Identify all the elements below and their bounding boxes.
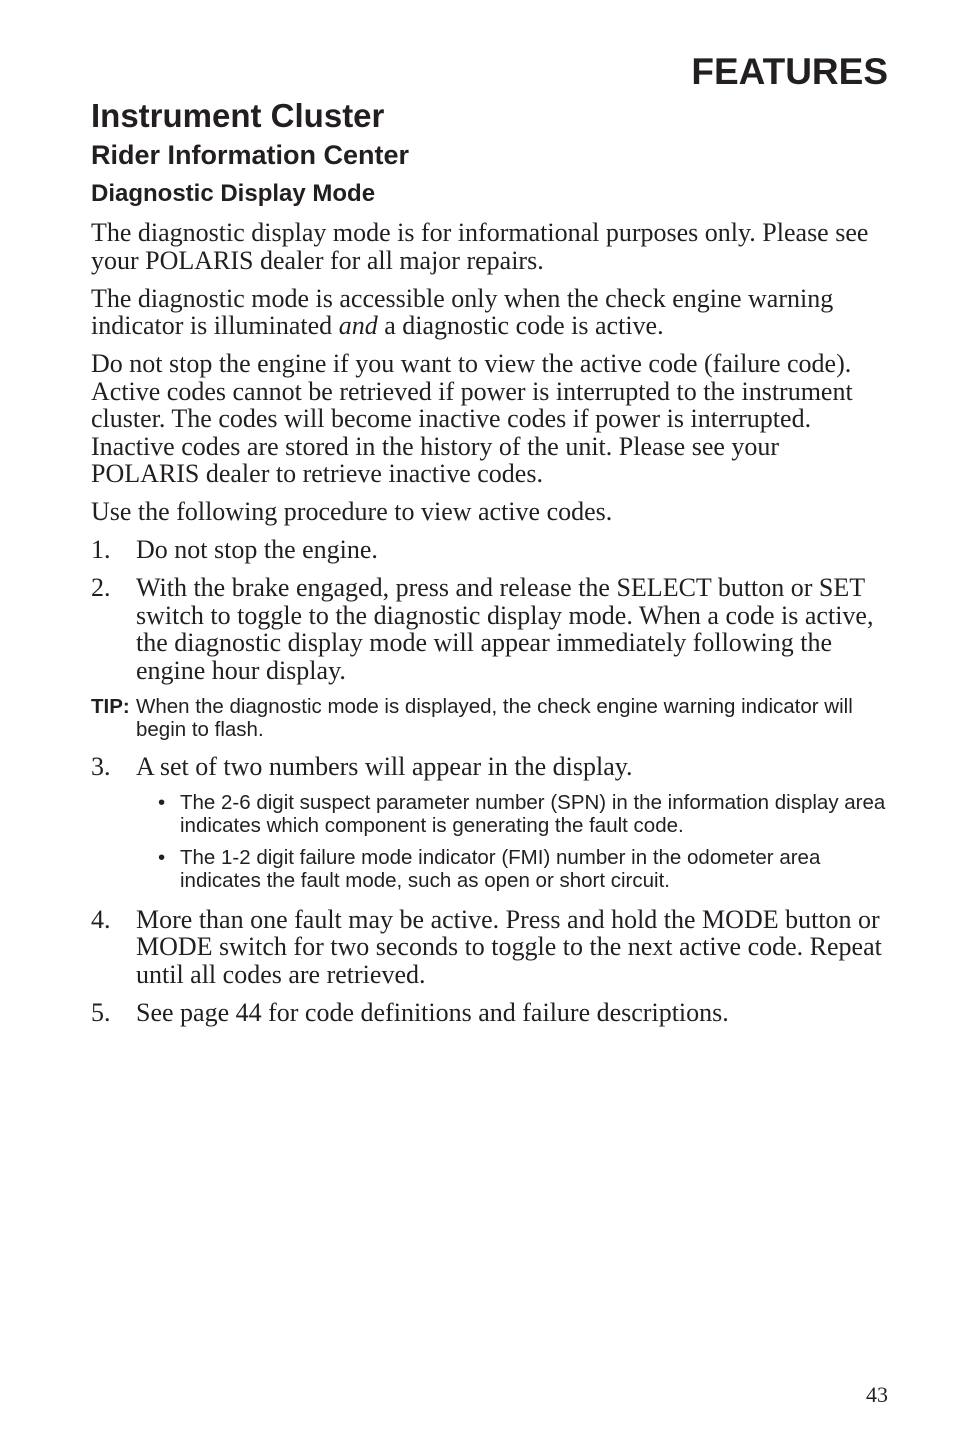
heading-diagnostic-display-mode: Diagnostic Display Mode [91, 180, 376, 207]
heading-rider-information-center: Rider Information Center [91, 140, 410, 170]
page-body [91, 219, 888, 1037]
step-number: 1. [91, 535, 111, 564]
manual-page [91, 0, 888, 1454]
bullet-dot: • [158, 845, 166, 869]
step-item [91, 906, 888, 989]
step-number: 4. [91, 904, 111, 934]
tip-text: When the diagnostic mode is displayed, the check engine warning indicator will begin to flash. [136, 694, 853, 741]
step-text: See page 44 for code definitions and failure descriptions. [136, 997, 729, 1027]
step-number: 2. [91, 573, 111, 602]
paragraph-procedure-intro: Use the following procedure to view active codes. [91, 497, 613, 526]
bullet-dot: • [158, 790, 166, 814]
page-number: 43 [866, 1382, 888, 1407]
emphasis-and: and [338, 311, 378, 340]
section-title: FEATURES [691, 51, 888, 92]
paragraph-text: The diagnostic mode is accessible only when the check engine warning indicator is illuminated [91, 283, 834, 340]
step-number: 3. [91, 751, 111, 781]
step-item [91, 999, 888, 1027]
heading-instrument-cluster: Instrument Cluster [91, 97, 385, 134]
paragraph-active-codes: Do not stop the engine if you want to view the active code (failure code). Active codes cannot be retrieved if power is interrupted to the instrument cluster. The codes will become inactive codes if power is interrupted. Inactive codes are stored in the history of the unit. Please see your POLARIS dealer to retrieve inactive codes. [91, 349, 853, 488]
bullet-item [158, 846, 888, 892]
step-item [91, 536, 888, 564]
tip-note [91, 695, 888, 741]
paragraph-accessibility [91, 285, 888, 340]
step-number: 5. [91, 997, 111, 1027]
step-text: A set of two numbers will appear in the display. [136, 751, 633, 781]
step-item [91, 753, 888, 781]
bullet-item [158, 791, 888, 837]
bullet-text: The 2-6 digit suspect parameter number (SPN) in the information display area indicates which component is generating the fault code. [180, 790, 886, 837]
tip-label: TIP: [91, 694, 130, 718]
step-text: With the brake engaged, press and release the SELECT button or SET switch to toggle to the diagnostic display mode. When a code is active, the diagnostic display mode will appear immediately following the engine hour display. [136, 573, 874, 685]
paragraph-text: a diagnostic code is active. [377, 311, 664, 340]
step-text: Do not stop the engine. [136, 535, 378, 564]
paragraph-intro: The diagnostic display mode is for informational purposes only. Please see your POLARIS dealer for all major repairs. [91, 218, 869, 275]
step-text: More than one fault may be active. Press and hold the MODE button or MODE switch for two seconds to toggle to the next active code. Repeat until all codes are retrieved. [136, 904, 882, 989]
step-item [91, 574, 888, 684]
bullet-text: The 1-2 digit failure mode indicator (FMI) number in the odometer area indicates the fault mode, such as open or short circuit. [180, 845, 821, 892]
